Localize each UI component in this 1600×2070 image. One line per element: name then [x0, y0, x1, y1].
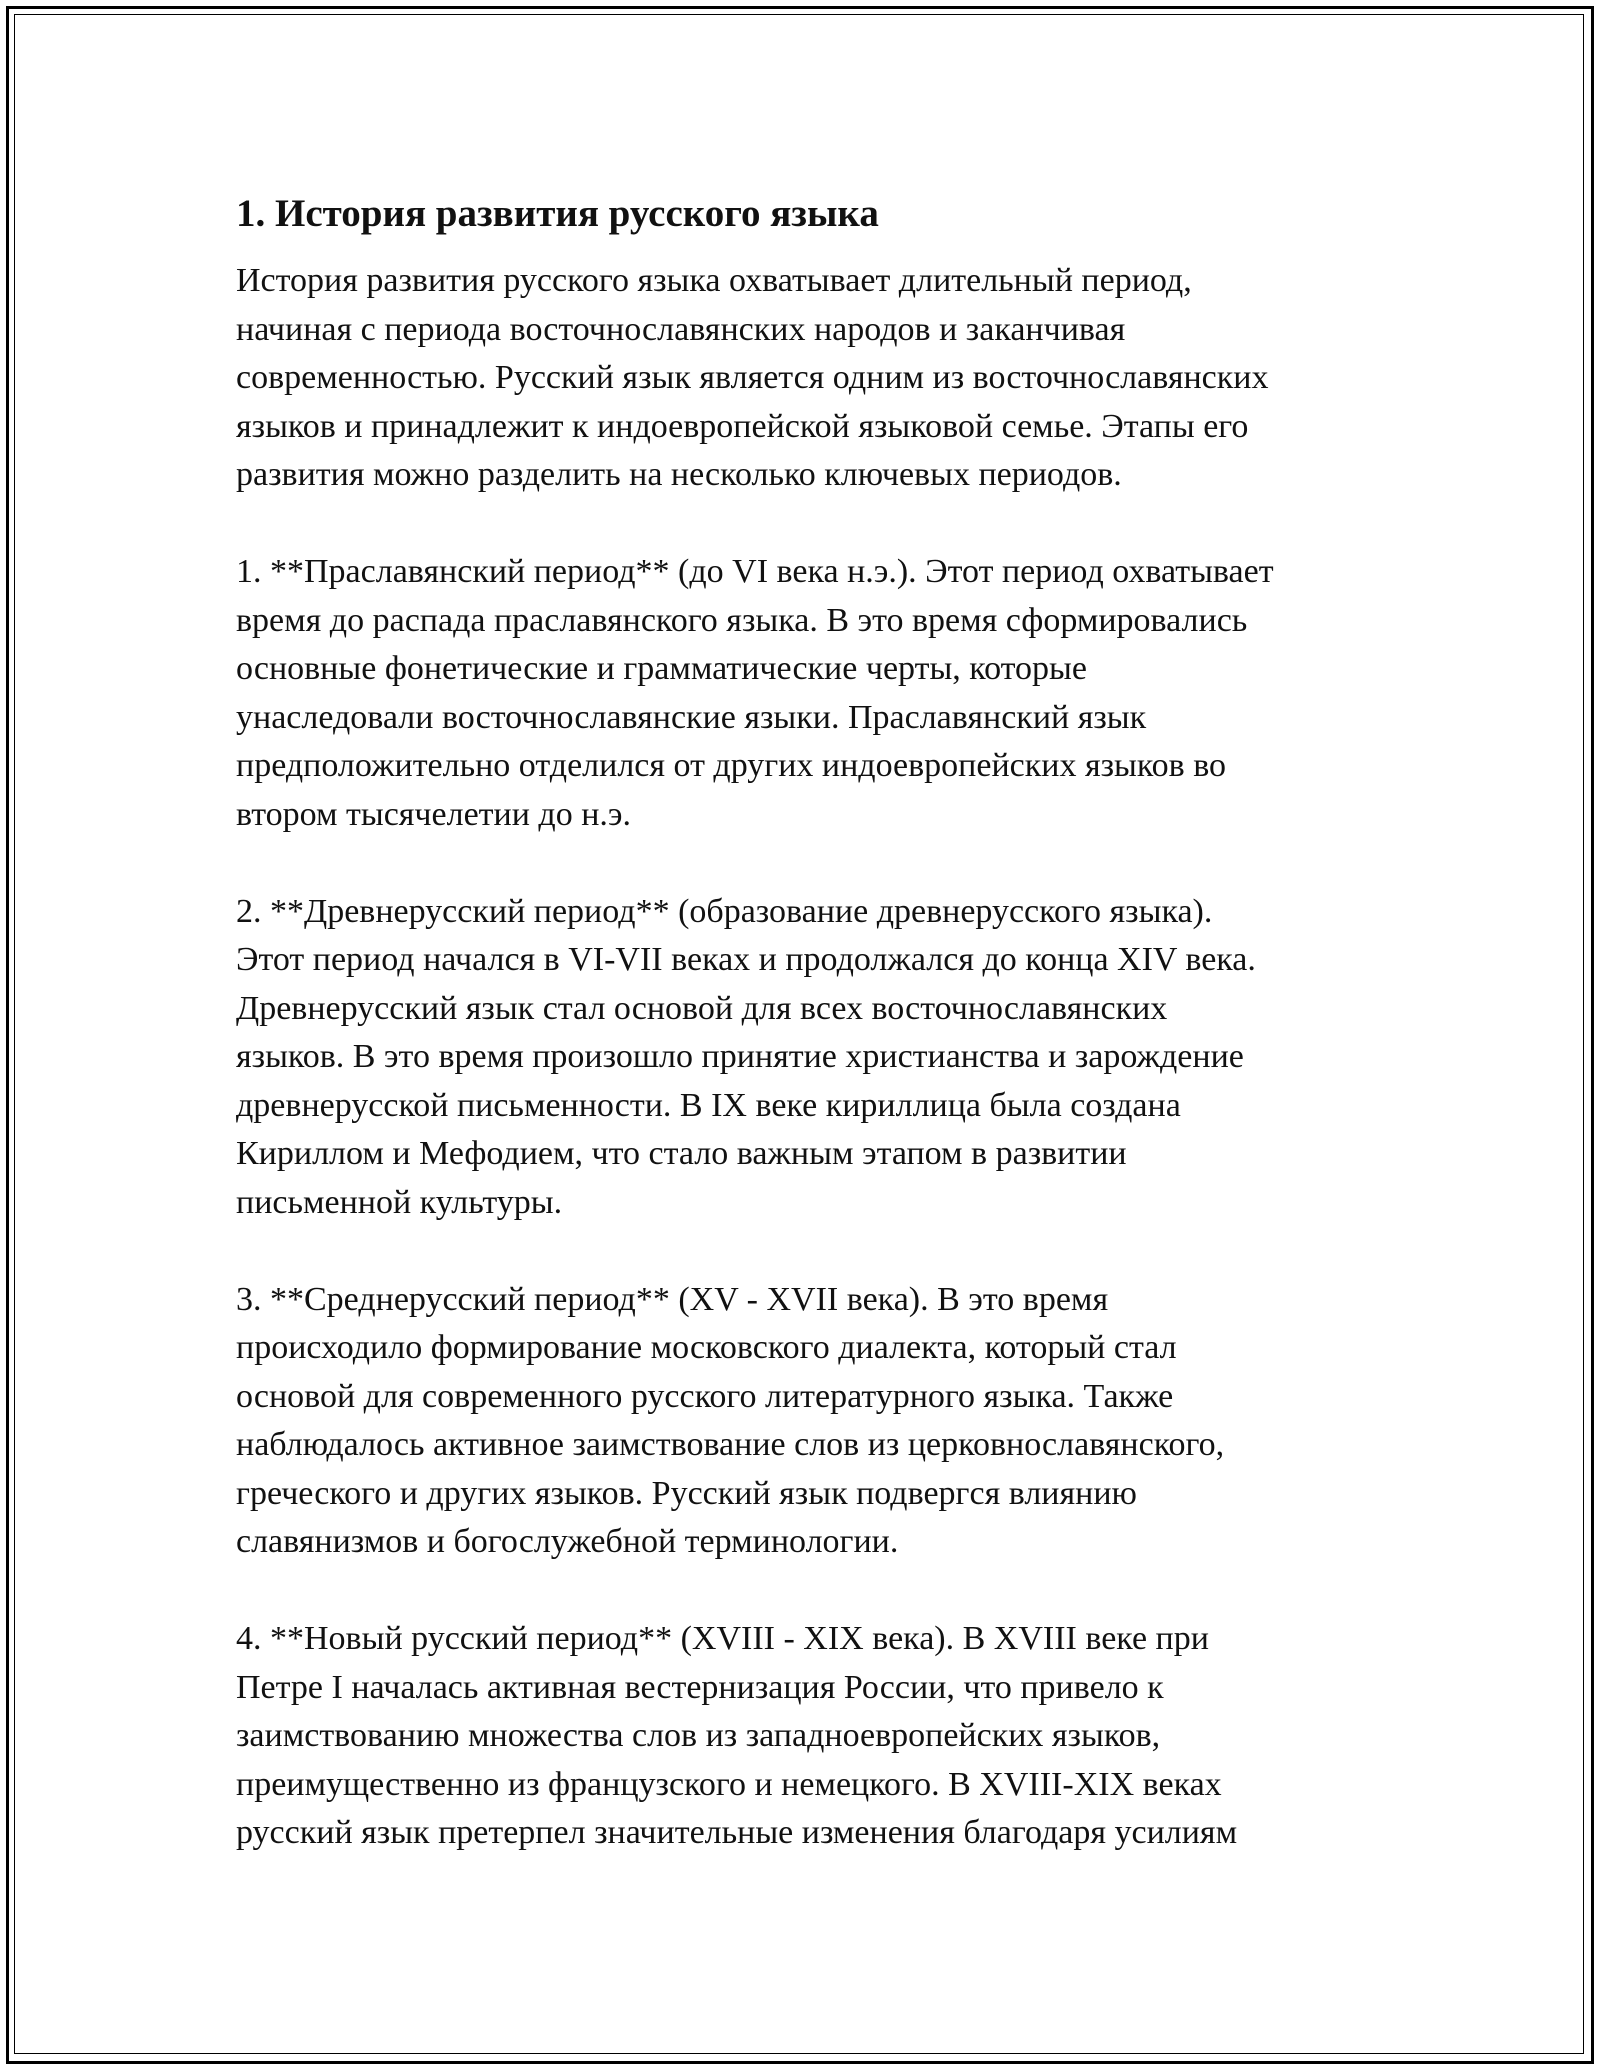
document-title: 1. История развития русского языка: [236, 192, 879, 235]
text-line: греческого и других языков. Русский язык подвергся влиянию: [236, 1474, 1137, 1512]
text-line: Петре I началась активная вестернизация России, что привело к: [236, 1668, 1164, 1706]
text-line: История развития русского языка охватывает длительный период,: [236, 262, 1192, 299]
paragraph-old-russian-period: [236, 888, 1376, 1228]
text-line: время до распада праславянского языка. В это время сформировались: [236, 601, 1248, 639]
text-line: Этот период начался в VI-VII веках и продолжался до конца XIV века.: [236, 941, 1256, 978]
document-body: [236, 186, 1376, 1906]
text-line: происходило формирование московского диалекта, который стал: [236, 1329, 1177, 1366]
text-line: 4. **Новый русский период** (XVIII - XIX века). В XVIII веке при: [236, 1620, 1209, 1657]
text-line: древнерусской письменности. В IX веке кириллица была создана: [236, 1086, 1181, 1124]
text-line: предположительно отделился от других индоевропейских языков во: [236, 747, 1227, 784]
text-line: Кириллом и Мефодием, что стало важным этапом в развитии: [236, 1135, 1127, 1172]
text-line: втором тысячелетии до н.э.: [236, 795, 632, 833]
paragraph-new-russian-period: [236, 1615, 1376, 1858]
text-line: современностью. Русский язык является одним из восточнославянских: [236, 359, 1269, 396]
text-line: русский язык претерпел значительные изменения благодаря усилиям: [236, 1814, 1238, 1851]
text-line: заимствованию множества слов из западноевропейских языков,: [236, 1717, 1161, 1754]
text-line: развития можно разделить на несколько ключевых периодов.: [236, 456, 1122, 493]
text-line: Древнерусский язык стал основой для всех восточнославянских: [236, 989, 1168, 1027]
text-line: 2. **Древнерусский период** (образование древнерусского языка).: [236, 892, 1213, 930]
text-line: 3. **Среднерусский период** (XV - XVII века). В это время: [236, 1280, 1109, 1318]
text-line: основные фонетические и грамматические черты, которые: [236, 650, 1087, 687]
text-line: унаследовали восточнославянские языки. Праславянский язык: [236, 698, 1147, 736]
text-line: преимущественно из французского и немецкого. В XVIII-XIX веках: [236, 1765, 1222, 1803]
text-line: наблюдалось активное заимствование слов из церковнославянского,: [236, 1426, 1225, 1463]
paragraph-intro: [236, 257, 1376, 500]
text-line: письменной культуры.: [236, 1183, 563, 1221]
text-line: славянизмов и богослужебной терминологии.: [236, 1523, 899, 1560]
text-line: основой для современного русского литературного языка. Также: [236, 1377, 1174, 1415]
text-line: языков. В это время произошло принятие христианства и зарождение: [236, 1038, 1244, 1075]
text-line: начиная с периода восточнославянских народов и заканчивая: [236, 310, 1126, 348]
paragraph-middle-russian-period: [236, 1276, 1376, 1567]
text-line: языков и принадлежит к индоевропейской языковой семье. Этапы его: [236, 407, 1249, 445]
text-line: 1. **Праславянский период** (до VI века н.э.). Этот период охватывает: [236, 553, 1274, 590]
paragraph-proto-slavic-period: [236, 548, 1376, 839]
